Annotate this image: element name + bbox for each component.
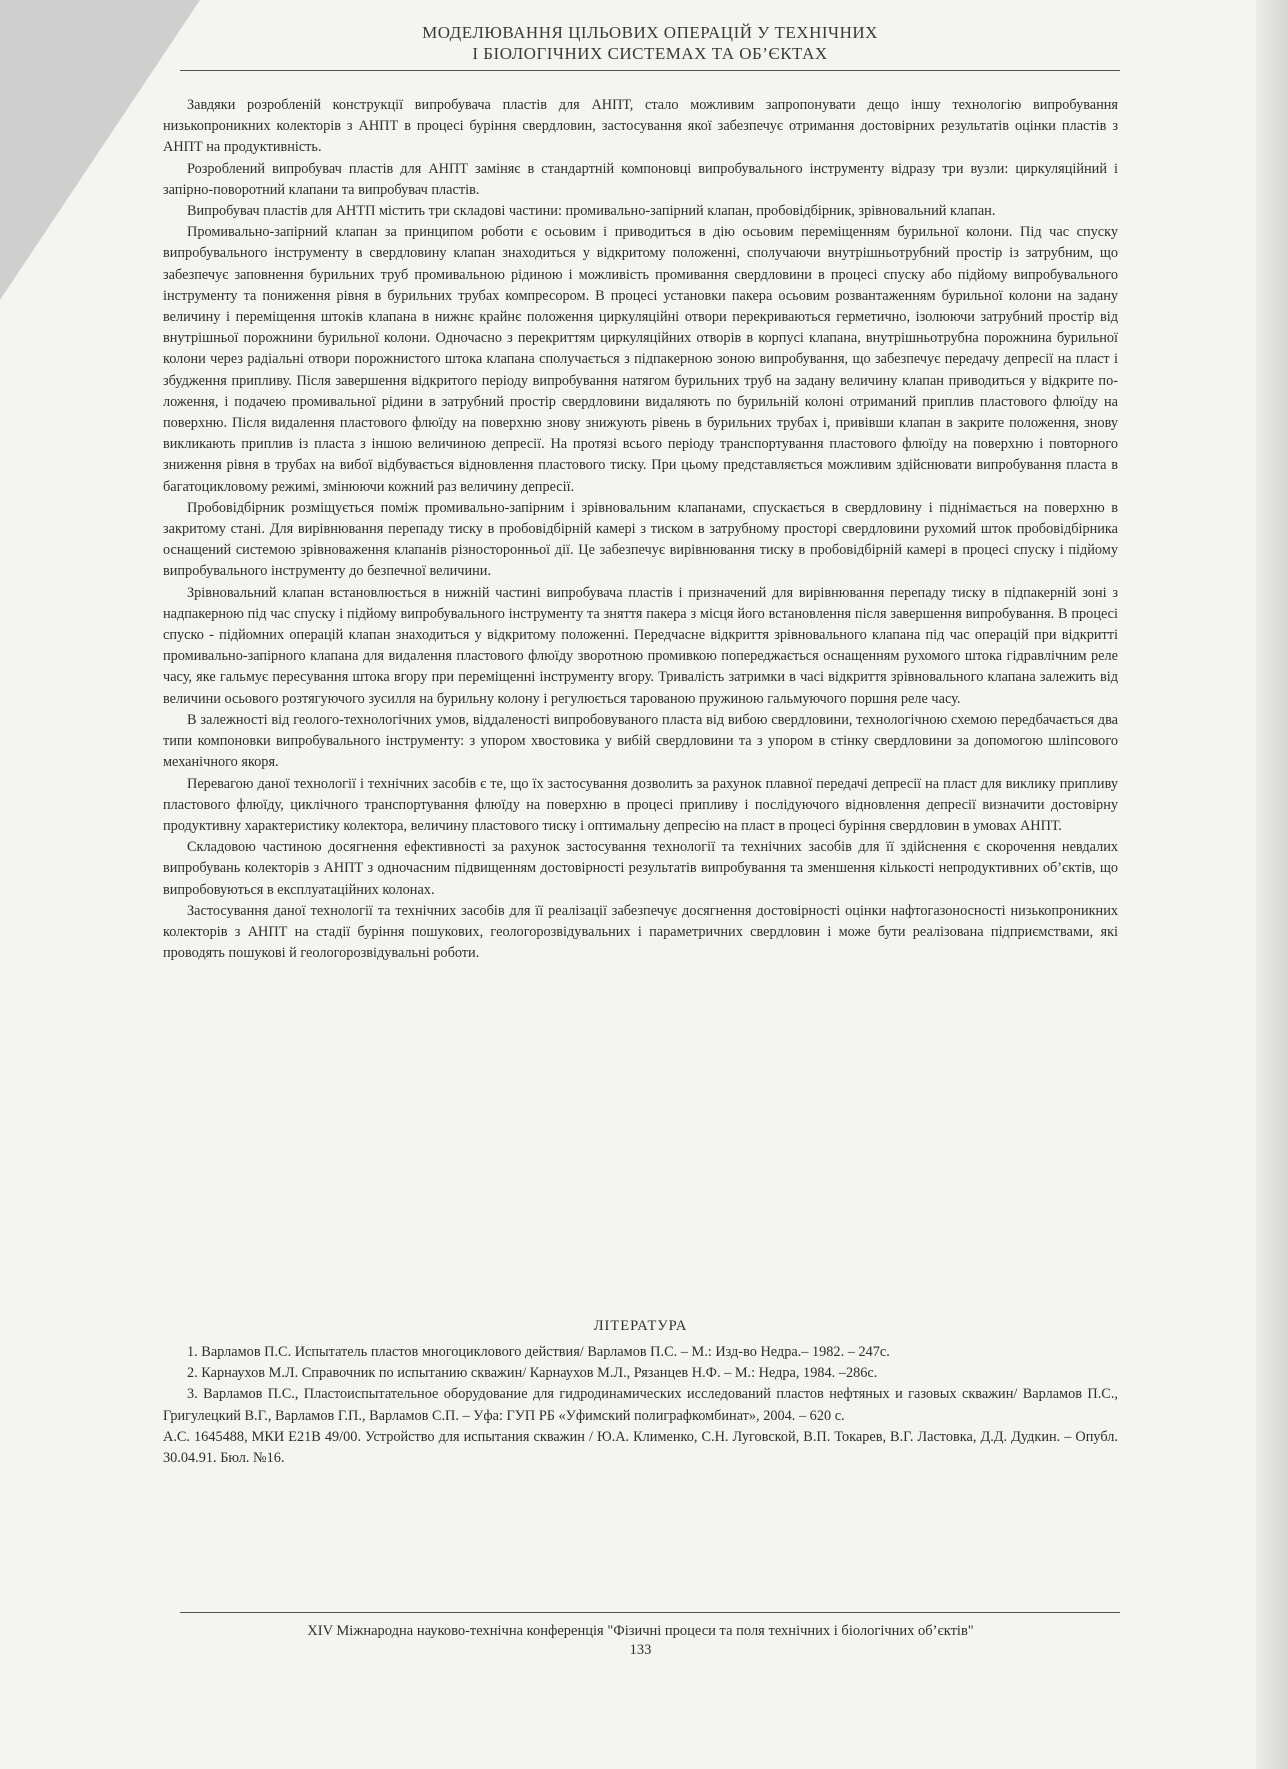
conference-name: XIV Міжнародна науково-технічна конференція "Фізичні процеси та поля технічних і біологічних об’єктів" bbox=[307, 1623, 974, 1639]
paragraph: Застосування даної технології та технічних засобів для її реалізації забезпечує досягнення достовірності оцінки нафтогазоносності низькопроникних колекторів з АНПТ на стадії буріння пошукових, геологорозвідувальних і параметричних свердловин і може бути реалізована підприємствами, які проводять пошукові й геологорозвідувальні роботи. bbox=[163, 902, 1118, 962]
literature-title: ЛІТЕРАТУРА bbox=[593, 1318, 688, 1334]
header-line-1: МОДЕЛЮВАННЯ ЦІЛЬОВИХ ОПЕРАЦІЙ У ТЕХНІЧНИХ bbox=[422, 23, 878, 42]
running-footer bbox=[163, 1622, 1118, 1660]
paragraph: Пробовідбірник розміщується поміж промивально-запірним і зрівновальним клапанами, спускається в свердловину і піднімається на поверхню в закритому стані. Для вирівнювання перепаду тиску в пробовідбірній камері з тиском в затрубному просторі свердловини рухомий шток пробовідбірника оснащений системою зрівноваження клапанів різносторонньої дії. Це забезпечує вирівнювання тиску в пробовідбірній камері в процесі спуску і підйому випробувального інструменту до безпечної величини. bbox=[163, 499, 1118, 580]
reference-item: 3. Варламов П.С., Пластоиспытательное оборудование для гидродинамических исследований пластов нефтяных и газовых скважин/ Варламов П.С., Григулецкий В.Г., Варламов Г.П., Варламов С.П. – Уфа: ГУП РБ «Уфимский полиграфкомбинат», 2004. – 620 с. bbox=[163, 1386, 1118, 1424]
reference-patent: А.С. 1645488, МКИ Е21В 49/00. Устройство для испытания скважин / Ю.А. Клименко, С.Н. Луговской, В.П. Токарев, В.Г. Ластовка, Д.Д. Дудкин. – Опубл. 30.04.91. Бюл. №16. bbox=[163, 1428, 1118, 1467]
article-body bbox=[163, 95, 1118, 964]
paragraph: Розроблений випробувач пластів для АНПТ заміняє в стандартній компоновці випробувального інструменту відразу три вузли: циркуляційний і запірно-поворотний клапани та випробувач пластів. bbox=[163, 160, 1118, 198]
reference-item: 1. Варламов П.С. Испытатель пластов многоциклового действия/ Варламов П.С. – М.: Изд-во Недра.– 1982. – 247с. bbox=[187, 1344, 890, 1360]
paragraph: В залежності від геолого-технологічних умов, віддаленості випробовуваного пласта від вибою свердловини, технологічною схемою передбачається два типи компоновки випробувального інструменту: з упором хвостовика у вибій свердловини та з упором в стінку свердловини за допомогою шліпсового механічного якоря. bbox=[163, 711, 1118, 771]
footer-rule bbox=[180, 1612, 1120, 1613]
paragraph: Перевагою даної технології і технічних засобів є те, що їх застосування дозволить за рахунок плавної передачі депресії на пласт для виклику припливу пластового флюїду, циклічного транспортування флюїду на поверхню в процесі припливу і послідуючого відновлення депресії визначити достовірну продуктивну характеристику колектора, величину пластового тиску і оптимальну депресію на пласт в процесі буріння свердловин в умовах АНПТ. bbox=[163, 775, 1118, 834]
running-header bbox=[170, 22, 1130, 64]
header-rule bbox=[180, 70, 1120, 71]
paragraph: Випробувач пластів для АНТП містить три складові частини: промивально-запірний клапан, пробовідбірник, зрівновальний клапан. bbox=[187, 203, 996, 220]
header-line-2: І БІОЛОГІЧНИХ СИСТЕМАХ ТА ОБ’ЄКТАХ bbox=[472, 44, 828, 63]
paragraph: Завдяки розробленій конструкції випробувача пластів для АНПТ, стало можливим запропонувати дещо іншу технологію випробування низькопроникних колекторів з АНПТ в процесі буріння свердловин, застосування якої забезпечує отримання достовірних результатів оцінки пластів з АНПТ на продуктивність. bbox=[163, 97, 1118, 156]
reference-item: 2. Карнаухов М.Л. Справочник по испытанию скважин/ Карнаухов М.Л., Рязанцев Н.Ф. – М.: Недра, 1984. –286с. bbox=[187, 1365, 878, 1382]
paragraph: Промивально-запірний клапан за принципом роботи є осьовим і приводиться в дію осьовим переміщенням бурильної колони. Під час спуску випробувального інструменту в свердловину клапан знаходиться у відкритому положенні, сполучаючи внутрішньотрубний простір із затрубним, що забезпечує заповнення бурильних труб промивальною рідиною і можливість промивання свердловини в процесі спуску або підйому випробувального інструменту та пониження рівня в бурильних трубах компресором. В процесі установки пакера осьовим розвантаженням бурильної колони на задану величину і переміщення штоків клапана в нижнє крайнє положення циркуляційні отвори перекриваються герметично, ізолюючи затрубний простір від внутрішньої порожнини бурильної колони. Одночасно з перекриттям циркуляційних отворів в корпусі клапана, внутрішньотрубна порожнина бурильної колони через радіальні отвори порожнистого штока клапана сполучається з підпакерною зоною випробування, що забезпечує передачу депресії на пласт і збудження припливу. Після завершення відкритого періоду випробування натягом бурильних труб на задану величину клапан приводиться у відкрите положення, і подачею промивальної рідини в затрубний простір свердловини видаляють по бурильній колоні отриманий приплив пластового флюїду на поверхню. Після видалення пластового флюїду на поверхню знову знижують рівень в бурильних трубах і, привівши клапан в закрите положення, знову викликають приплив із пласта з іншою величиною депресії. На протязі всього періоду транспортування пластового флюїду на поверхню і повторного зниження рівня в трубах на вибої відбувається відновлення пластового тиску. При цьому представляється можливим здійснювати випробування пласта в багатоцикловому режимі, змінюючи кожний раз величину депресії. bbox=[163, 224, 1118, 495]
page-edge-strip bbox=[1256, 0, 1288, 1769]
reference-list bbox=[163, 1342, 1118, 1469]
paragraph: Складовою частиною досягнення ефективності за рахунок застосування технології та технічних засобів для її здійснення є скорочення невдалих випробувань колекторів з АНПТ з одночасним підвищенням достовірності результатів випробування та зменшення кількості непродуктивних об’єктів, що випробовуються в експлуатаційних колонах. bbox=[163, 839, 1118, 898]
paragraph: Зрівновальний клапан встановлюється в нижній частині випробувача пластів і призначений для вирівнювання перепаду тиску в підпакерній зоні з надпакерною під час спуску і підйому випробувального інструменту та зняття пакера з місця його встановлення після завершення випробування. В процесі спуско - підйомних операцій клапан знаходиться у відкритому положенні. Передчасне відкриття зрівновального клапана під час операцій при відкритті промивально-запірного клапана для видалення пластового флюїду зворотною промивкою попереджається оснащенням рухомого штока гідравлічним реле часу, яке гальмує пересування штока вгору при переміщенні інструменту вгору. Тривалість затримки в часі відкриття зрівновального клапана залежить від величини осьового розтягуючого зусилля на бурильну колону і регулюється тарованою пружиною гальмуючого поршня реле часу. bbox=[163, 584, 1118, 707]
page-number: 133 bbox=[629, 1642, 652, 1658]
